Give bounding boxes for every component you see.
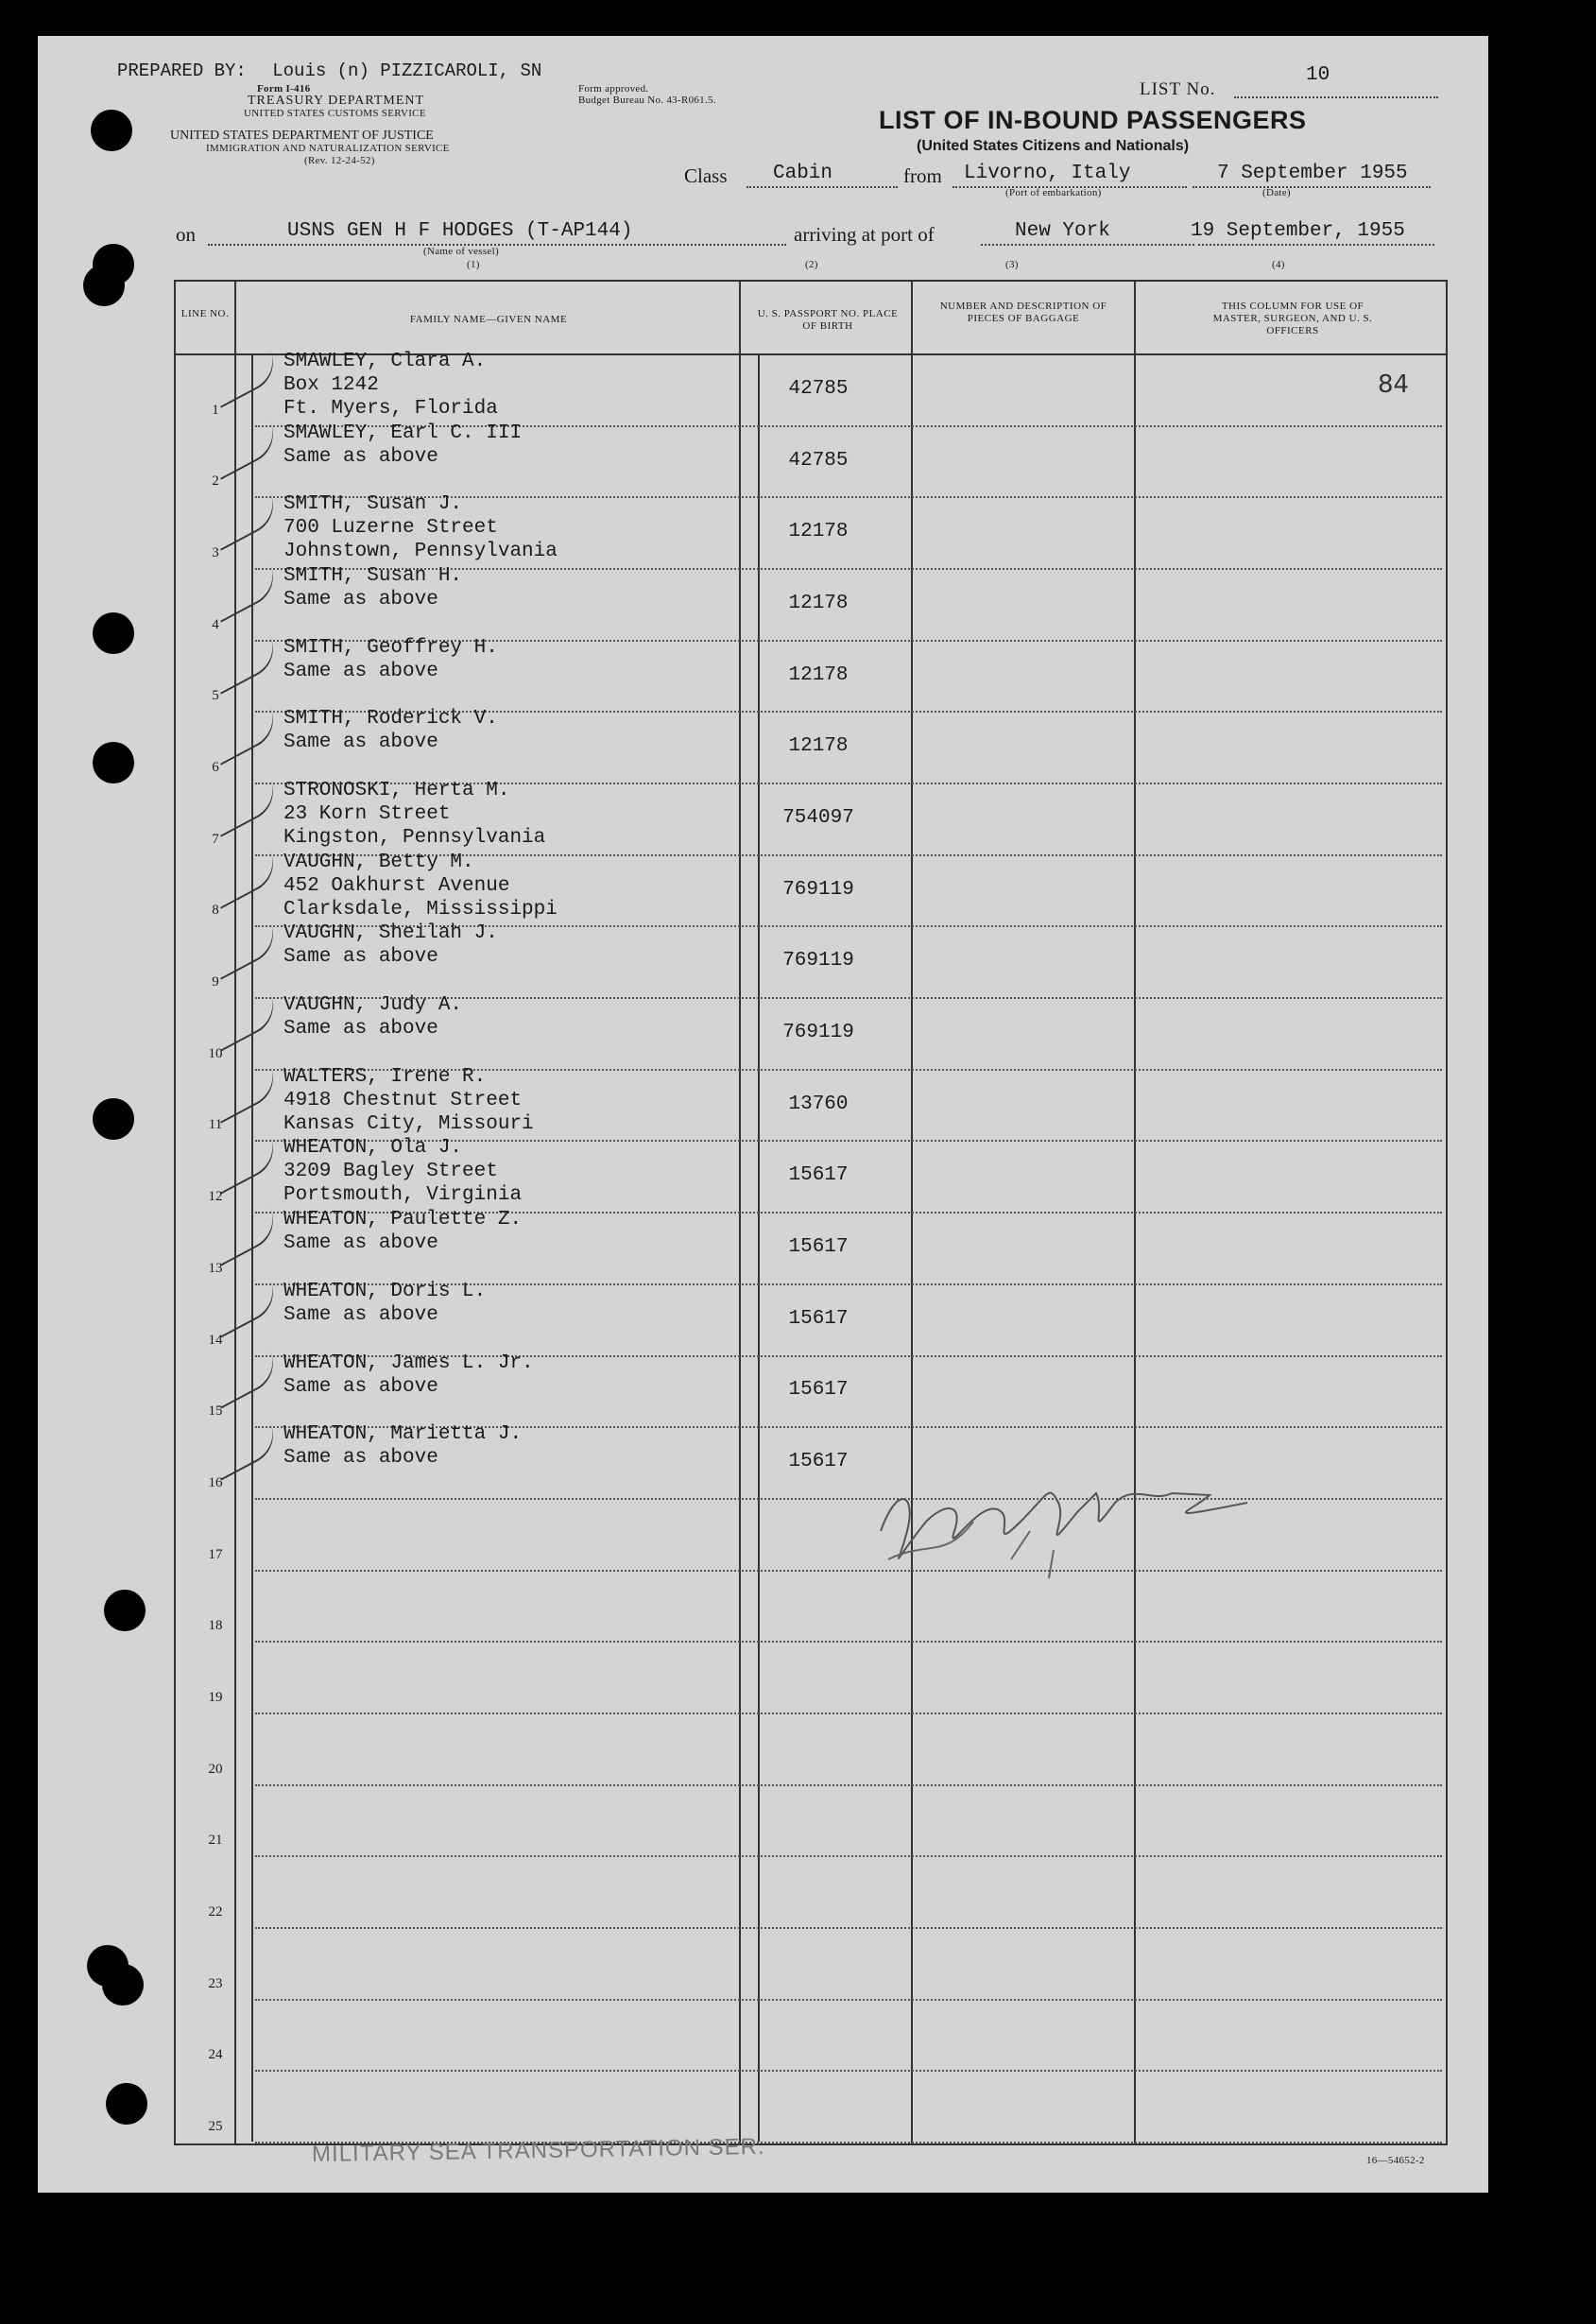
passport-number: 15617	[788, 1164, 849, 1187]
passenger-entry: WHEATON, James L. Jr. Same as above	[283, 1351, 534, 1398]
passenger-entry: VAUGHN, Sheilah J. Same as above	[283, 922, 498, 969]
line-number: 2	[212, 473, 219, 490]
passport-number: 12178	[788, 735, 849, 758]
line-number: 22	[208, 1903, 223, 1919]
list-number-label: LIST No.	[1140, 79, 1216, 99]
line-number: 6	[212, 760, 219, 776]
col-officers: THIS COLUMN FOR USE OF MASTER, SURGEON, AND U. S. OFFICERS	[1212, 301, 1373, 336]
col-baggage: NUMBER AND DESCRIPTION OF PIECES OF BAGGAGE	[939, 301, 1107, 324]
agency-stamp: MILITARY SEA TRANSPORTATION SER.	[311, 2133, 765, 2168]
line-number: 12	[208, 1189, 223, 1205]
passenger-entry: SMAWLEY, Clara A. Box 1242 Ft. Myers, Florida	[283, 351, 498, 420]
budget-bureau: Budget Bureau No. 43-R061.5.	[578, 95, 716, 106]
line-number: 25	[208, 2119, 223, 2134]
passport-number: 42785	[788, 449, 849, 472]
punch-hole	[83, 265, 125, 306]
punch-hole	[102, 1964, 144, 2006]
row-divider	[255, 1641, 1442, 1643]
punch-hole	[91, 110, 132, 151]
arriving-label: arriving at port of	[794, 223, 935, 246]
passenger-entry: WHEATON, Doris L. Same as above	[283, 1280, 487, 1326]
prepared-by-value: Louis (n) PIZZICAROLI, SN	[272, 60, 542, 81]
passport-number: 754097	[782, 806, 854, 829]
row-divider	[255, 1784, 1442, 1786]
passenger-entry: WHEATON, Paulette Z. Same as above	[283, 1209, 523, 1255]
passenger-entry: SMITH, Susan H. Same as above	[283, 565, 463, 611]
col-name: FAMILY NAME—GIVEN NAME	[409, 314, 568, 325]
passenger-entry: WALTERS, Irene R. 4918 Chestnut Street Kansas City, Missouri	[283, 1065, 534, 1135]
class-value: Cabin	[773, 163, 833, 184]
row-divider	[255, 1927, 1442, 1929]
punch-hole	[93, 1098, 134, 1140]
page-title: LIST OF IN-BOUND PASSENGERS	[879, 106, 1307, 134]
vessel-name: USNS GEN H F HODGES (T-AP144)	[287, 220, 633, 242]
passenger-entry: VAUGHN, Betty M. 452 Oakhurst Avenue Clarksdale, Mississippi	[283, 851, 558, 921]
passenger-entry: STRONOSKI, Herta M. 23 Korn Street Kingston, Pennsylvania	[283, 780, 546, 850]
departure-date: 7 September 1955	[1217, 163, 1408, 184]
line-number: 8	[212, 903, 219, 919]
page-subtitle: (United States Citizens and Nationals)	[917, 138, 1190, 154]
row-divider	[255, 1999, 1442, 2001]
passport-number: 769119	[782, 878, 854, 901]
list-number: 10	[1306, 64, 1330, 86]
row-divider	[255, 1713, 1442, 1714]
embarkation-port: Livorno, Italy	[964, 163, 1131, 184]
row-divider	[255, 1855, 1442, 1857]
passenger-entry: SMITH, Susan J. 700 Luzerne Street Johnstown, Pennsylvania	[283, 493, 558, 563]
line-number: 1	[212, 402, 219, 418]
col-passport: U. S. PASSPORT NO. PLACE OF BIRTH	[757, 308, 899, 332]
customs-service: UNITED STATES CUSTOMS SERVICE	[244, 108, 426, 119]
prepared-by-label: PREPARED BY:	[117, 60, 247, 81]
line-number: 11	[208, 1117, 223, 1133]
passport-number: 769119	[782, 1021, 854, 1043]
passport-number: 12178	[788, 521, 849, 543]
passenger-entry: WHEATON, Ola J. 3209 Bagley Street Portsmouth, Virginia	[283, 1137, 523, 1207]
line-number: 7	[212, 831, 219, 847]
line-number: 14	[208, 1332, 223, 1348]
line-number: 3	[212, 545, 219, 561]
passport-number: 15617	[788, 1307, 849, 1330]
caption-2: (2)	[805, 259, 818, 270]
line-number: 20	[208, 1761, 223, 1777]
passport-number: 15617	[788, 1236, 849, 1258]
port-caption: (Port of embarkation)	[1005, 187, 1102, 198]
col-line-no: LINE NO.	[180, 308, 230, 319]
row-divider	[255, 1498, 1442, 1500]
passport-number: 13760	[788, 1093, 849, 1115]
form-approved: Form approved.	[578, 83, 649, 95]
line-number: 13	[208, 1260, 223, 1276]
officer-note: 84	[1378, 370, 1410, 399]
treasury-dept: TREASURY DEPARTMENT	[248, 94, 425, 108]
passport-number: 15617	[788, 1451, 849, 1473]
line-number: 5	[212, 688, 219, 704]
line-number: 15	[208, 1403, 223, 1420]
passenger-entry: SMITH, Geoffrey H. Same as above	[283, 636, 498, 682]
arrival-port: New York	[1015, 220, 1110, 242]
vessel-caption: (Name of vessel)	[423, 246, 499, 257]
row-divider	[255, 2070, 1442, 2072]
class-label: Class	[684, 164, 728, 187]
punch-hole	[93, 612, 134, 654]
caption-1: (1)	[467, 259, 480, 270]
line-number: 24	[208, 2047, 223, 2063]
justice-dept: UNITED STATES DEPARTMENT OF JUSTICE	[170, 129, 434, 143]
prepared-by	[117, 60, 541, 81]
passenger-entry: SMAWLEY, Earl C. III Same as above	[283, 422, 523, 468]
line-number: 17	[208, 1546, 223, 1562]
line-number: 16	[208, 1474, 223, 1490]
line-number: 4	[212, 616, 219, 632]
line-number: 9	[212, 974, 219, 990]
passport-number: 15617	[788, 1379, 849, 1402]
line-number: 23	[208, 1975, 223, 1991]
form-revision: (Rev. 12-24-52)	[304, 155, 375, 166]
row-divider	[255, 1570, 1442, 1572]
on-label: on	[176, 223, 196, 246]
ins-service: IMMIGRATION AND NATURALIZATION SERVICE	[206, 143, 450, 154]
date-caption: (Date)	[1262, 187, 1291, 198]
inspector-signature	[869, 1465, 1247, 1597]
line-number: 21	[208, 1833, 223, 1849]
line-number: 10	[208, 1045, 223, 1061]
passport-number: 12178	[788, 592, 849, 614]
passenger-entry: SMITH, Roderick V. Same as above	[283, 708, 498, 754]
passenger-entry: WHEATON, Marietta J. Same as above	[283, 1423, 523, 1470]
arrival-date: 19 September, 1955	[1191, 220, 1405, 242]
passport-number: 12178	[788, 663, 849, 686]
form-number: Form I-416	[257, 83, 311, 95]
punch-hole	[93, 742, 134, 783]
caption-3: (3)	[1005, 259, 1019, 270]
caption-4: (4)	[1272, 259, 1285, 270]
line-number: 19	[208, 1689, 223, 1705]
line-number: 18	[208, 1618, 223, 1634]
passport-number: 769119	[782, 950, 854, 973]
from-label: from	[903, 164, 942, 187]
passenger-entry: VAUGHN, Judy A. Same as above	[283, 994, 463, 1041]
punch-hole	[104, 1590, 146, 1631]
punch-hole	[106, 2083, 147, 2125]
print-code: 16—54652-2	[1366, 2155, 1425, 2166]
passport-number: 42785	[788, 377, 849, 400]
